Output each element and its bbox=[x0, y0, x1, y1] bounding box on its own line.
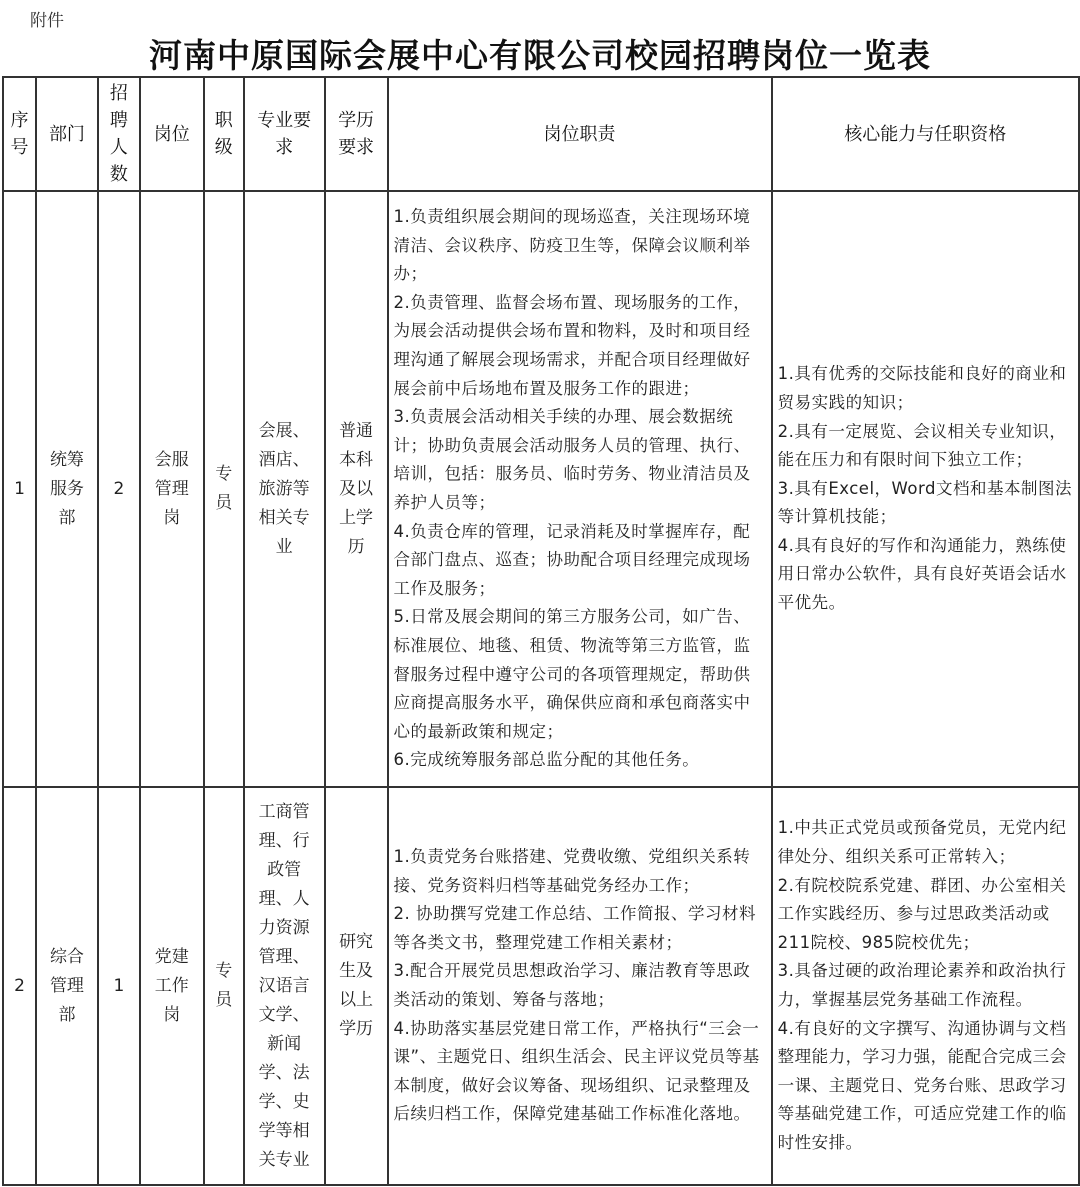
row2-dept: 综合管理部 bbox=[36, 787, 98, 1185]
row1-major: 会展、酒店、旅游等相关专业 bbox=[244, 191, 325, 787]
row1-duty-6: 6.完成统筹服务部总监分配的其他任务。 bbox=[393, 750, 700, 770]
header-row bbox=[3, 77, 1079, 191]
col-header-level: 职级 bbox=[204, 77, 244, 191]
row2-major: 工商管理、行政管理、人力资源管理、汉语言文学、新闻学、法学、史学等相关专业 bbox=[244, 787, 325, 1185]
table-row bbox=[3, 787, 1079, 1185]
row2-qual-2: 2.有院校院系党建、群团、办公室相关工作实践经历、参与过思政类活动或211院校、985院校优先； bbox=[777, 875, 1067, 952]
row1-education: 普通本科及以上学历 bbox=[325, 191, 388, 787]
col-header-duties: 岗位职责 bbox=[388, 77, 772, 191]
col-header-major: 专业要求 bbox=[244, 77, 325, 191]
row2-qual-1: 1.中共正式党员或预备党员，无党内纪律处分、组织关系可正常转入； bbox=[777, 818, 1067, 867]
row2-duty-4: 4.协助落实基层党建日常工作，严格执行“三会一课”、主题党日、组织生活会、民主评议党员等基本制度，做好会议筹备、现场组织、记录整理及后续归档工作，保障党建基础工作标准化落地。 bbox=[393, 1018, 760, 1124]
row2-qualifications bbox=[772, 787, 1079, 1185]
col-header-dept: 部门 bbox=[36, 77, 98, 191]
row1-qual-2: 2.具有一定展览、会议相关专业知识，能在压力和有限时间下独立工作； bbox=[777, 421, 1067, 470]
row1-duty-2: 2.负责管理、监督会场布置、现场服务的工作，为展会活动提供会场布置和物料，及时和项目经理沟通了解展会现场需求，并配合项目经理做好展会前中后场地布置及服务工作的跟进； bbox=[393, 292, 751, 398]
row2-qual-4: 4.有良好的文字撰写、沟通协调与文档整理能力，学习力强，能配合完成三会一课、主题党日、党务台账、思政学习等基础党建工作，可适应党建工作的临时性安排。 bbox=[777, 1018, 1067, 1152]
row1-qual-3: 3.具有Excel，Word文档和基本制图法等计算机技能； bbox=[777, 478, 1072, 527]
row2-position: 党建工作岗 bbox=[140, 787, 204, 1185]
row2-duties bbox=[388, 787, 772, 1185]
row1-duty-4: 4.负责仓库的管理，记录消耗及时掌握库存，配合部门盘点、巡查；协助配合项目经理完成现场工作及服务； bbox=[393, 521, 751, 598]
row2-education: 研究生及以上学历 bbox=[325, 787, 388, 1185]
attachment-label: 附件 bbox=[30, 11, 64, 31]
row2-duty-1: 1.负责党务台账搭建、党费收缴、党组织关系转接、党务资料归档等基础党务经办工作； bbox=[393, 847, 751, 895]
row2-level: 专员 bbox=[204, 787, 244, 1185]
recruitment-table bbox=[2, 76, 1080, 1186]
row1-duties bbox=[388, 191, 772, 787]
row1-qual-4: 4.具有良好的写作和沟通能力，熟练使用日常办公软件，具有良好英语会话水平优先。 bbox=[777, 535, 1067, 613]
row2-no: 2 bbox=[3, 787, 36, 1185]
row1-duty-3: 3.负责展会活动相关手续的办理、展会数据统计；协助负责展会活动服务人员的管理、执行、培训，包括：服务员、临时劳务、物业清洁员及养护人员等； bbox=[393, 407, 751, 512]
row1-dept: 统筹服务部 bbox=[36, 191, 98, 787]
col-header-no: 序号 bbox=[3, 77, 36, 191]
row1-no: 1 bbox=[3, 191, 36, 787]
row2-count: 1 bbox=[98, 787, 140, 1185]
col-header-count: 招聘人数 bbox=[98, 77, 140, 191]
row1-qual-1: 1.具有优秀的交际技能和良好的商业和贸易实践的知识； bbox=[777, 364, 1067, 412]
row1-position: 会服管理岗 bbox=[140, 191, 204, 787]
row1-duty-1: 1.负责组织展会期间的现场巡查，关注现场环境清洁、会议秩序、防疫卫生等，保障会议顺利举办； bbox=[393, 207, 751, 284]
row1-level: 专员 bbox=[204, 191, 244, 787]
page-title: 河南中原国际会展中心有限公司校园招聘岗位一览表 bbox=[149, 36, 931, 75]
row2-qual-3: 3.具备过硬的政治理论素养和政治执行力，掌握基层党务基础工作流程。 bbox=[777, 961, 1067, 1009]
col-header-position: 岗位 bbox=[140, 77, 204, 191]
col-header-qualifications: 核心能力与任职资格 bbox=[772, 77, 1079, 191]
row2-duty-2: 2. 协助撰写党建工作总结、工作简报、学习材料等各类文书，整理党建工作相关素材； bbox=[393, 904, 757, 952]
table-row bbox=[3, 191, 1079, 787]
row2-duty-3: 3.配合开展党员思想政治学习、廉洁教育等思政类活动的策划、筹备与落地； bbox=[393, 961, 751, 1009]
row1-count: 2 bbox=[98, 191, 140, 787]
row1-qualifications bbox=[772, 191, 1079, 787]
col-header-education: 学历要求 bbox=[325, 77, 388, 191]
row1-duty-5: 5.日常及展会期间的第三方服务公司，如广告、标准展位、地毯、租赁、物流等第三方监管，监督服务过程中遵守公司的各项管理规定，帮助供应商提高服务水平，确保供应商和承包商落实中心的最新政策和规定； bbox=[393, 607, 751, 741]
